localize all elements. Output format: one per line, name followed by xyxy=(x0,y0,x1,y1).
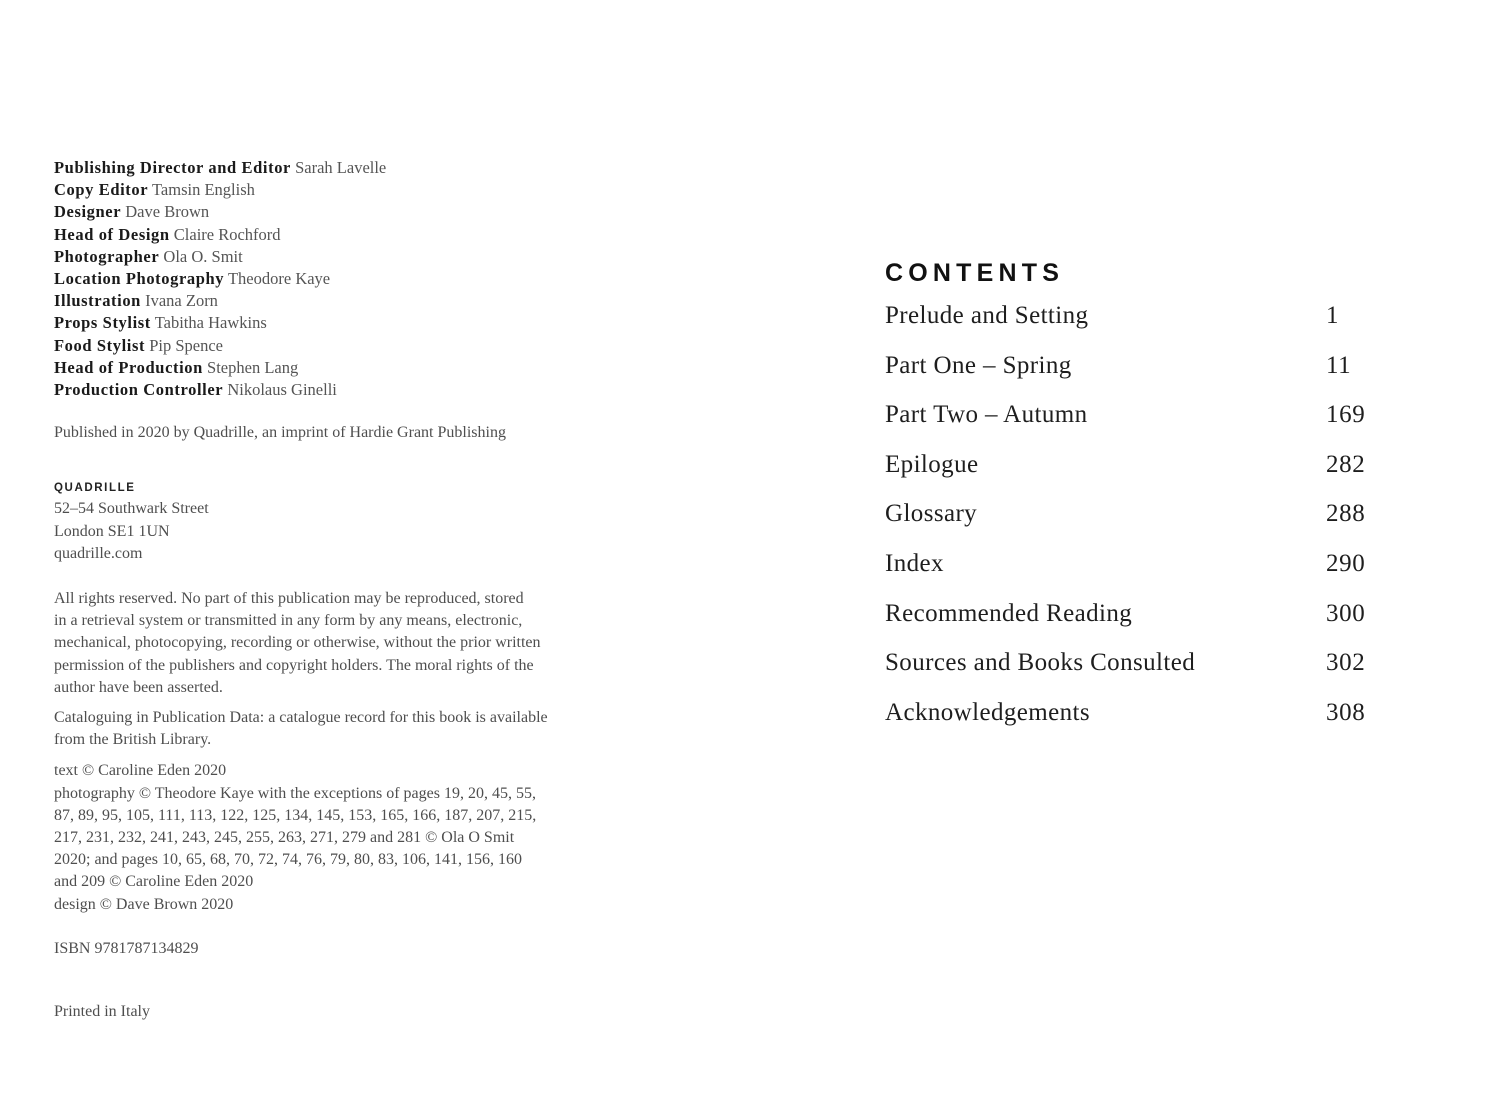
credit-name: Ivana Zorn xyxy=(145,291,218,311)
rights-line: All rights reserved. No part of this publication may be reproduced, stored xyxy=(54,590,524,608)
publisher-address xyxy=(54,498,634,565)
table-of-contents xyxy=(885,302,1405,748)
rights-statement xyxy=(54,588,634,699)
toc-entry xyxy=(885,352,1405,402)
credits-list xyxy=(54,157,634,401)
toc-entry xyxy=(885,600,1405,650)
credit-line xyxy=(54,201,634,223)
credit-role: Illustration xyxy=(54,291,141,311)
contents-page xyxy=(885,257,1405,748)
credit-name: Claire Rochford xyxy=(173,224,281,244)
toc-entry-title: Index xyxy=(885,549,944,577)
toc-entry-page: 11 xyxy=(1326,351,1352,379)
credit-name: Sarah Lavelle xyxy=(295,158,387,177)
credit-name: Tabitha Hawkins xyxy=(154,313,267,333)
publisher-website: quadrille.com xyxy=(54,544,143,562)
toc-entry-page: 288 xyxy=(1326,500,1366,528)
credit-role: Production Controller xyxy=(54,380,224,400)
toc-entry xyxy=(885,550,1405,600)
toc-entry-title: Prelude and Setting xyxy=(885,302,1089,329)
credit-role: Photographer xyxy=(54,246,160,266)
copyright-line: and 209 © Caroline Eden 2020 xyxy=(54,873,254,891)
credit-line xyxy=(54,357,634,379)
published-line: Published in 2020 by Quadrille, an imprint of Hardie Grant Publishing xyxy=(54,424,506,442)
toc-entry xyxy=(885,401,1405,451)
toc-entry-page: 290 xyxy=(1326,549,1366,577)
toc-entry-title: Sources and Books Consulted xyxy=(885,649,1196,677)
credit-role: Head of Design xyxy=(54,224,170,244)
credit-role: Food Stylist xyxy=(54,335,146,355)
copyright-line: 87, 89, 95, 105, 111, 113, 122, 125, 134, 145, 153, 165, 166, 187, 207, 215, xyxy=(54,806,537,824)
credit-line xyxy=(54,268,634,290)
cip-line: from the British Library. xyxy=(54,731,212,749)
address-street: 52–54 Southwark Street xyxy=(54,500,209,518)
toc-entry xyxy=(885,649,1405,699)
credit-line xyxy=(54,179,634,201)
toc-entry-page: 302 xyxy=(1326,649,1366,677)
credit-line xyxy=(54,335,634,357)
credit-name: Stephen Lang xyxy=(207,357,299,377)
contents-heading: CONTENTS xyxy=(885,259,1065,287)
credit-name: Tamsin English xyxy=(151,180,255,200)
copyright-page xyxy=(54,157,634,1023)
toc-entry-page: 1 xyxy=(1326,302,1340,329)
credit-line xyxy=(54,379,634,401)
credit-line xyxy=(54,290,634,312)
toc-entry-title: Part One – Spring xyxy=(885,351,1072,379)
copyright-line: design © Dave Brown 2020 xyxy=(54,895,234,913)
toc-entry xyxy=(885,699,1405,749)
isbn: ISBN 9781787134829 xyxy=(54,939,199,957)
toc-entry-page: 169 xyxy=(1326,401,1366,429)
rights-line: mechanical, photocopying, recording or otherwise, without the prior written xyxy=(54,634,541,652)
toc-entry-page: 300 xyxy=(1326,599,1366,627)
credit-role: Props Stylist xyxy=(54,313,151,333)
credit-line xyxy=(54,312,634,334)
toc-entry xyxy=(885,302,1405,352)
toc-entry-page: 282 xyxy=(1326,450,1366,478)
rights-line: author have been asserted. xyxy=(54,678,223,696)
rights-line: permission of the publishers and copyright holders. The moral rights of the xyxy=(54,656,534,674)
copyright-line: 217, 231, 232, 241, 243, 245, 255, 263, 271, 279 and 281 © Ola O Smit xyxy=(54,829,515,847)
credit-name: Pip Spence xyxy=(149,335,224,355)
credit-name: Nikolaus Ginelli xyxy=(227,380,337,400)
rights-line: in a retrieval system or transmitted in any form by any means, electronic, xyxy=(54,612,523,630)
credit-line xyxy=(54,157,634,179)
toc-entry xyxy=(885,500,1405,550)
copyright-line: text © Caroline Eden 2020 xyxy=(54,762,227,780)
credit-role: Head of Production xyxy=(54,357,203,377)
toc-entry-title: Part Two – Autumn xyxy=(885,401,1088,429)
copyright-line: photography © Theodore Kaye with the exceptions of pages 19, 20, 45, 55, xyxy=(54,784,536,802)
credit-name: Ola O. Smit xyxy=(163,246,243,266)
credit-line xyxy=(54,224,634,246)
credit-name: Theodore Kaye xyxy=(227,269,331,289)
toc-entry xyxy=(885,451,1405,501)
copyright-line: 2020; and pages 10, 65, 68, 70, 72, 74, 76, 79, 80, 83, 106, 141, 156, 160 xyxy=(54,851,522,869)
publisher-name: QUADRILLE xyxy=(54,482,136,495)
credit-line xyxy=(54,246,634,268)
toc-entry-title: Epilogue xyxy=(885,450,979,478)
credit-role: Location Photography xyxy=(54,269,225,289)
toc-entry-title: Acknowledgements xyxy=(885,698,1090,726)
cip-statement xyxy=(54,707,634,751)
toc-entry-title: Recommended Reading xyxy=(885,599,1133,627)
credit-name: Dave Brown xyxy=(125,202,210,222)
address-city: London SE1 1UN xyxy=(54,522,170,540)
copyright-statement xyxy=(54,760,634,915)
printed-in: Printed in Italy xyxy=(54,1003,150,1021)
cip-line: Cataloguing in Publication Data: a catalogue record for this book is available xyxy=(54,709,548,727)
toc-entry-page: 308 xyxy=(1326,698,1366,726)
credit-role: Copy Editor xyxy=(54,180,149,200)
credit-role: Publishing Director and Editor xyxy=(54,158,291,177)
credit-role: Designer xyxy=(54,202,122,222)
toc-entry-title: Glossary xyxy=(885,500,978,528)
